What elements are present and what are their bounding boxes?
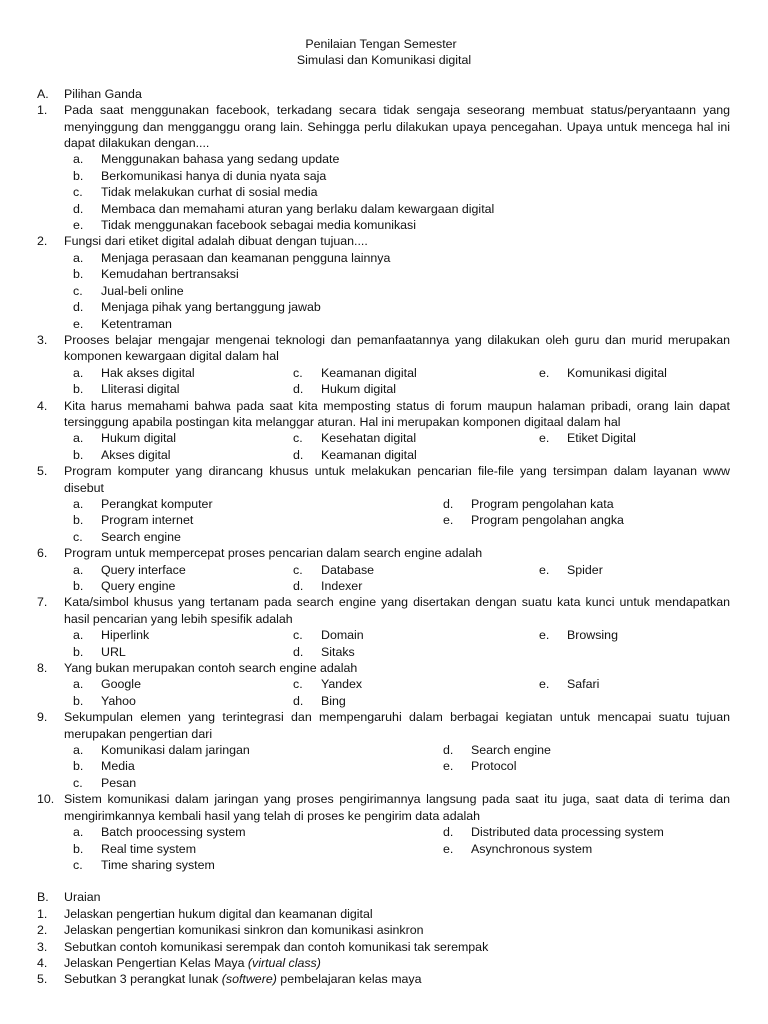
option-text: Akses digital (101, 447, 171, 462)
option-letter: d. (293, 693, 304, 708)
essay-number: 2. (37, 923, 48, 938)
option-text: URL (101, 644, 126, 659)
option-text: Domain (321, 628, 364, 643)
option (293, 447, 567, 463)
option-letter: e. (73, 218, 84, 233)
option (293, 627, 567, 643)
question-10 (0, 791, 768, 824)
option-text: Sitaks (321, 644, 355, 659)
option (73, 562, 321, 578)
option-letter: b. (73, 759, 84, 774)
option (443, 758, 768, 774)
option-letter: c. (73, 857, 83, 872)
essay-number: 4. (37, 955, 48, 970)
option-text: Query engine (101, 579, 176, 593)
option-letter: a. (73, 496, 84, 511)
option-letter: a. (73, 152, 84, 167)
option (73, 151, 730, 167)
option-letter: a. (73, 365, 84, 380)
question-5-options (0, 496, 768, 545)
option-letter: d. (293, 382, 304, 397)
option-text: Menjaga pihak yang bertanggung jawab (101, 300, 321, 315)
document-subtitle: Simulasi dan Komunikasi digital (296, 53, 472, 68)
option-text: Hiperlink (101, 628, 150, 643)
option-text: Berkomunikasi hanya di dunia nyata saja (101, 168, 327, 183)
option (73, 742, 471, 758)
question-number: 2. (37, 234, 48, 249)
question-text: Kita harus memahami bahwa pada saat kita memposting status di forum maupun halaman pribadi, orang lain dapat tersinggung apabila postingan kita melanggar aturan. Hal ini merupakan komponen digitaal dalam hal (64, 398, 730, 429)
question-9 (0, 709, 768, 742)
option-text: Hak akses digital (101, 365, 195, 380)
question-text: Sekumpulan elemen yang terintegrasi dan mempengaruhi dalam berbagai kegiatan untuk mencapai suatu tujuan merupakan pengertian dari (64, 710, 730, 741)
option (73, 676, 321, 692)
option (443, 824, 768, 840)
option-text: Program pengolahan kata (471, 496, 614, 511)
question-text: Kata/simbol khusus yang tertanam pada search engine yang disertakan dengan suatu kata kunci untuk mendapatkan hasil pencarian yang lebih spesifik adalah (64, 595, 730, 626)
essay-italic-term: (softwere) (221, 972, 277, 987)
option-letter: d. (443, 825, 454, 840)
option-text: Keamanan digital (321, 365, 417, 380)
option-text: Browsing (567, 628, 618, 643)
option-text: Kemudahan bertransaksi (101, 267, 239, 282)
question-text: Sistem komunikasi dalam jaringan yang proses pengirimannya langsung pada saat itu juga, saat data di terima dan mengirimkannya kembali hasil yang telah di proses ke pengirim data adalah (64, 792, 730, 823)
question-text: Program untuk mempercepat proses pencarian dalam search engine adalah (64, 546, 483, 561)
section-a (0, 86, 768, 874)
option-letter: c. (293, 677, 303, 692)
option-text: Keamanan digital (321, 447, 417, 462)
option (73, 627, 321, 643)
essay-item (0, 906, 768, 922)
option-letter: b. (73, 644, 84, 659)
option-letter: c. (73, 775, 83, 790)
option (73, 201, 730, 217)
option-text: Perangkat komputer (101, 496, 213, 511)
question-text: Fungsi dari etiket digital adalah dibuat dengan tujuan.... (64, 234, 368, 249)
option (73, 365, 321, 381)
essay-text: Jelaskan pengertian hukum digital dan keamanan digital (64, 906, 373, 921)
option (73, 824, 471, 840)
option-text: Distributed data processing system (471, 825, 664, 840)
option-text: Menggunakan bahasa yang sedang update (101, 152, 340, 167)
essay-number: 5. (37, 972, 48, 987)
option (73, 644, 321, 660)
option (443, 742, 768, 758)
option-letter: d. (73, 300, 84, 315)
option-letter: d. (293, 579, 304, 593)
essay-italic-term: (virtual class) (247, 955, 321, 970)
option (539, 676, 768, 692)
option-letter: d. (443, 496, 454, 511)
option-text: Lliterasi digital (101, 382, 180, 397)
option-text: Search engine (101, 529, 181, 544)
option-letter: b. (73, 513, 84, 528)
question-text: Prooses belajar mengajar mengenai teknologi dan pemanfaatannya yang dilakukan oleh guru dan murid merupakan komponen kewargaan digital dalam hal (64, 332, 730, 364)
option-letter: b. (73, 693, 84, 708)
section-b-heading (0, 889, 768, 905)
essay-text-after: pembelajaran kelas maya (276, 972, 422, 987)
option-text: Etiket Digital (567, 431, 636, 446)
question-number: 9. (37, 710, 48, 725)
option-letter: b. (73, 382, 84, 397)
essay-item (0, 971, 768, 987)
option (293, 381, 567, 397)
option (73, 758, 471, 774)
option-text: Yahoo (101, 693, 136, 708)
question-3 (0, 332, 768, 365)
option (73, 184, 730, 200)
option-text: Query interface (101, 562, 186, 577)
essay-item (0, 939, 768, 955)
question-7-options (0, 627, 768, 660)
option (443, 512, 768, 528)
option-letter: e. (73, 316, 84, 331)
option (443, 496, 768, 512)
question-3-options (0, 365, 768, 398)
option-letter: a. (73, 562, 84, 577)
option-text: Komunikasi dalam jaringan (101, 743, 250, 758)
essay-text: Sebutkan 3 perangkat lunak (64, 972, 222, 987)
option-letter: c. (73, 283, 83, 298)
option-letter: a. (73, 250, 84, 265)
option-text: Time sharing system (101, 857, 215, 872)
question-number: 7. (37, 595, 48, 610)
option (73, 693, 321, 709)
option (73, 775, 471, 791)
question-1 (0, 102, 768, 151)
question-2 (0, 233, 768, 249)
option (539, 430, 768, 446)
option-text: Indexer (321, 579, 363, 593)
question-1-options (0, 151, 768, 233)
option-text: Protocol (471, 759, 517, 774)
option (73, 381, 321, 397)
option (73, 578, 321, 594)
option (539, 627, 768, 643)
option-letter: e. (539, 431, 550, 446)
option-text: Spider (567, 562, 603, 577)
option-letter: d. (293, 644, 304, 659)
document-title: Penilaian Tengan Semester (305, 37, 457, 51)
option (73, 529, 471, 545)
option-text: Asynchronous system (471, 841, 593, 856)
option (73, 841, 471, 857)
option-letter: e. (443, 759, 454, 774)
option-text: Safari (567, 677, 600, 692)
question-9-options (0, 742, 768, 791)
option-letter: a. (73, 825, 84, 840)
option-text: Hukum digital (101, 431, 177, 446)
option (293, 644, 567, 660)
option (293, 578, 567, 594)
option-text: Google (101, 677, 141, 692)
question-text: Program komputer yang dirancang khusus untuk melakukan pencarian file-file yang tersimpan dalam layanan www disebut (64, 464, 730, 495)
section-title: Uraian (64, 890, 101, 905)
question-4 (0, 398, 768, 431)
option-text: Tidak menggunakan facebook sebagai media komunikasi (101, 218, 417, 233)
option-text: Tidak melakukan curhat di sosial media (101, 185, 318, 200)
question-5 (0, 463, 768, 496)
option (73, 857, 471, 873)
section-b (0, 889, 768, 987)
option (73, 266, 730, 282)
option-letter: d. (73, 201, 84, 216)
option-text: Hukum digital (321, 382, 397, 397)
option (73, 299, 730, 315)
option (73, 283, 730, 299)
option-letter: c. (293, 365, 303, 380)
option (73, 168, 730, 184)
question-number: 5. (37, 464, 48, 479)
option-letter: e. (443, 841, 454, 856)
option-letter: d. (293, 447, 304, 462)
option-text: Komunikasi digital (567, 365, 667, 380)
option-text: Media (101, 759, 135, 774)
option (73, 250, 730, 266)
option-letter: e. (539, 562, 550, 577)
question-text: Pada saat menggunakan facebook, terkadang secara tidak sengaja seseorang membuat status/peryantaann yang menyinggung dan mengganggu orang lain. Sehingga perlu dilakukan upaya pencegahan. Upaya untuk mencega hal ini dapat dilakukan dengan.... (64, 103, 730, 151)
essay-text: Jelaskan Pengertian Kelas Maya (64, 955, 248, 970)
question-4-options (0, 430, 768, 463)
question-number: 1. (37, 103, 48, 118)
question-number: 10. (37, 792, 55, 807)
option-letter: a. (73, 628, 84, 643)
question-number: 3. (37, 332, 48, 347)
option (73, 512, 471, 528)
option (293, 562, 567, 578)
option-letter: c. (73, 529, 83, 544)
option-letter: c. (73, 185, 83, 200)
option (73, 316, 730, 332)
section-letter: A. (37, 86, 49, 101)
essay-number: 3. (37, 939, 48, 954)
question-10-options (0, 824, 768, 873)
option-text: Real time system (101, 841, 197, 856)
option-letter: b. (73, 267, 84, 282)
option-letter: b. (73, 841, 84, 856)
option-text: Kesehatan digital (321, 431, 417, 446)
option (293, 430, 567, 446)
question-7 (0, 594, 768, 627)
option-letter: b. (73, 579, 84, 593)
option (73, 430, 321, 446)
option-text: Program internet (101, 513, 194, 528)
question-text: Yang bukan merupakan contoh search engine adalah (64, 661, 358, 676)
section-letter: B. (37, 890, 49, 905)
option-text: Yandex (321, 677, 363, 692)
section-a-heading (0, 86, 768, 102)
option (73, 447, 321, 463)
option-text: Menjaga perasaan dan keamanan pengguna lainnya (101, 250, 391, 265)
question-2-options (0, 250, 768, 332)
essay-item (0, 955, 768, 971)
option (539, 562, 768, 578)
option-letter: c. (293, 562, 303, 577)
option (73, 217, 730, 233)
option-letter: d. (443, 743, 454, 758)
option-letter: b. (73, 168, 84, 183)
essay-item (0, 922, 768, 938)
option-letter: a. (73, 677, 84, 692)
option-text: Ketentraman (101, 316, 172, 331)
option-text: Membaca dan memahami aturan yang berlaku dalam kewargaan digital (101, 201, 495, 216)
essay-text: Sebutkan contoh komunikasi serempak dan contoh komunikasi tak serempak (64, 939, 489, 954)
option-letter: e. (443, 513, 454, 528)
option (293, 693, 567, 709)
option-letter: b. (73, 447, 84, 462)
option-letter: c. (293, 431, 303, 446)
question-8 (0, 660, 768, 676)
option (293, 365, 567, 381)
question-number: 8. (37, 661, 48, 676)
section-title: Pilihan Ganda (64, 86, 142, 101)
option-letter: a. (73, 743, 84, 758)
essay-text: Jelaskan pengertian komunikasi sinkron dan komunikasi asinkron (64, 923, 424, 938)
option-letter: e. (539, 365, 550, 380)
option (443, 841, 768, 857)
option-text: Database (321, 562, 375, 577)
question-6 (0, 545, 768, 561)
option-text: Search engine (471, 743, 551, 758)
essay-number: 1. (37, 906, 48, 921)
option-text: Program pengolahan angka (471, 513, 624, 528)
option (73, 496, 471, 512)
question-number: 4. (37, 398, 48, 413)
option-letter: e. (539, 628, 550, 643)
question-8-options (0, 676, 768, 709)
option-letter: c. (293, 628, 303, 643)
option-text: Batch proocessing system (101, 825, 246, 840)
option (293, 676, 567, 692)
option (539, 365, 768, 381)
option-letter: e. (539, 677, 550, 692)
question-number: 6. (37, 546, 48, 561)
option-text: Bing (321, 693, 346, 708)
option-letter: a. (73, 431, 84, 446)
question-6-options (0, 562, 768, 595)
option-text: Pesan (101, 775, 137, 790)
option-text: Jual-beli online (101, 283, 184, 298)
